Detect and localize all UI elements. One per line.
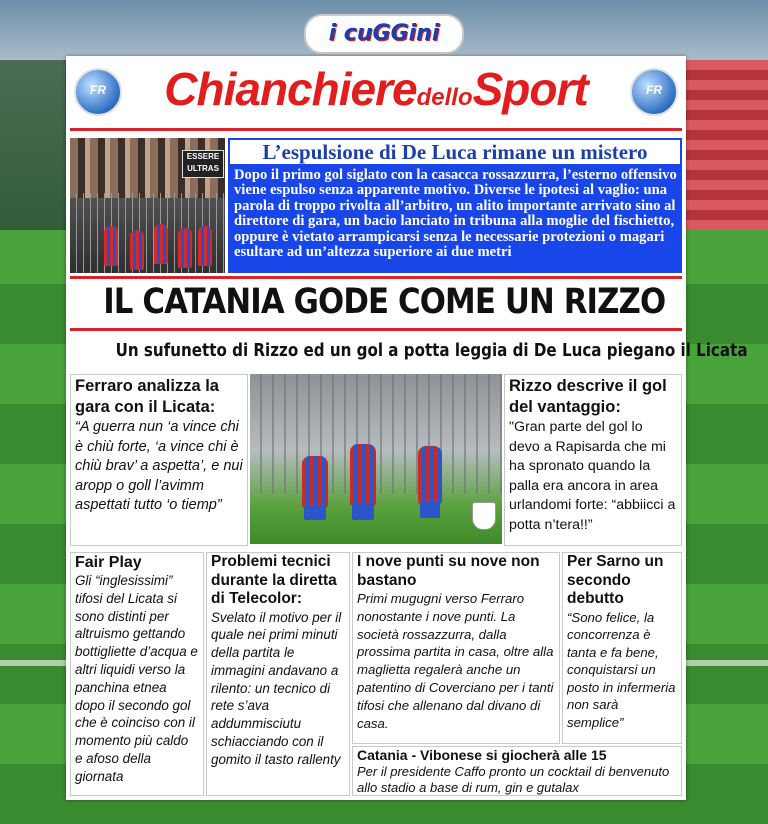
masthead-part1: Chianchiere	[164, 63, 417, 115]
photo-sign: ESSERE ULTRAS	[182, 150, 224, 178]
player-figure	[198, 226, 212, 266]
headline-rule	[70, 328, 682, 331]
club-crest-icon	[472, 502, 496, 530]
nove-punti-text: Primi mugugni verso Ferraro nonostante i nove punti. La società rossazzurra, dalla prossima partita in casa, oltre alla maglietta regalerà anche un patentino di Coverciano per i tanti tifosi che allenano dal divano di casa.	[357, 591, 554, 731]
globe-logo-left	[74, 68, 122, 116]
sarno-text: “Sono felice, la concorrenza è tanta e fa bene, conquistarsi un posto in infermeria non sarà semplice”	[567, 609, 676, 731]
bottom-article-title: Catania - Vibonese si giocherà alle 15	[357, 747, 607, 763]
bottom-article-text: Per il presidente Caffo pronto un cocktail di benvenuto allo stadio a base di rum, gin e gutalax	[357, 764, 670, 795]
nove-punti-title: I nove punti su nove non bastano	[357, 553, 540, 589]
player-figure	[104, 226, 118, 266]
logo-right-text: FR	[646, 83, 662, 97]
top-story-body: Dopo il primo gol siglato con la casacca rossazzurra, l’esterno offensivo viene espulso senza apparente motivo. Diverse le ipotesi al vaglio: una parola di troppo rivolta all’arbitro, un alito importante arrivato sino al direttore di gara, un bacio lanciato in tribuna alla moglie del fischietto, oppure è vietato arrampicarsi senza le necessarie protezioni o magari esultare ad un’altezza superiore ai due metri	[234, 167, 677, 261]
player-figure	[350, 444, 376, 506]
top-story-title: L’espulsione di De Luca rimane un mistero	[228, 138, 682, 166]
fair-play-text: Gli “inglesissimi” tifosi del Licata si sono distinti per altruismo gettando bottigliette d’acqua e altri liquidi verso la panchina etnea dopo il secondo gol che è coinciso con il momento più caldo e afoso della giornata	[75, 573, 198, 784]
banner-text: i cuGGini	[328, 21, 440, 46]
problemi-tecnici-title: Problemi tecnici durante la diretta di Telecolor:	[211, 553, 337, 607]
player-figure	[154, 224, 168, 264]
player-shorts	[352, 504, 374, 520]
player-shorts	[304, 506, 326, 520]
player-figure	[302, 456, 328, 508]
sarno-column	[562, 552, 682, 744]
fair-play-title: Fair Play	[75, 554, 142, 571]
problemi-tecnici-column	[206, 552, 350, 796]
player-figure	[178, 228, 192, 268]
left-article-text: “A guerra nun ‘a vince chi è chiù forte, ‘a vince chi è chiù brav’ a aspetta’, e nui aropp o goll l’avimm aspettati tutto ‘o tiemp”	[75, 419, 243, 513]
top-story-rule	[70, 276, 682, 279]
fair-play-column	[70, 552, 204, 796]
photo-fence	[250, 374, 502, 494]
newspaper-page	[66, 56, 748, 800]
sarno-title: Per Sarno un secondo debutto	[567, 553, 664, 607]
left-article	[70, 374, 248, 546]
left-article-title: Ferraro analizza la gara con il Licata:	[75, 377, 219, 416]
masthead-part3: Sport	[472, 63, 588, 115]
player-figure	[418, 446, 442, 504]
stands-right	[678, 60, 768, 240]
logo-left-text: FR	[90, 83, 106, 97]
nove-punti-column	[352, 552, 560, 744]
globe-logo-right	[630, 68, 678, 116]
fans-photo	[70, 138, 225, 273]
right-article	[504, 374, 682, 546]
problemi-tecnici-text: Svelato il motivo per il quale nei primi minuti della partita le immagini andavano a rilento: un tecnico di rete s’ava addummisciutu schiacciando con il gomito il tasto rallenty	[211, 609, 342, 767]
right-article-text: "Gran parte del gol lo devo a Rapisarda che mi ha spronato quando la palla era ancora in area urlandomi forte: “abbiicci a potta n’tera!!”	[509, 419, 676, 533]
bottom-article	[352, 746, 682, 796]
subheadline: Un sufunetto di Rizzo ed un gol a potta leggia di De Luca piegano il Licata	[115, 340, 748, 361]
player-figure	[130, 230, 144, 270]
banner-logo	[304, 14, 464, 54]
player-shorts	[420, 502, 440, 518]
masthead-rule	[70, 128, 682, 131]
main-headline: IL CATANIA GODE COME UN RIZZO	[103, 282, 666, 322]
right-article-title: Rizzo descrive il gol del vantaggio:	[509, 377, 667, 416]
masthead	[128, 62, 624, 122]
celebration-photo	[250, 374, 502, 544]
top-story-box	[228, 138, 682, 273]
masthead-part2: dello	[416, 84, 473, 111]
